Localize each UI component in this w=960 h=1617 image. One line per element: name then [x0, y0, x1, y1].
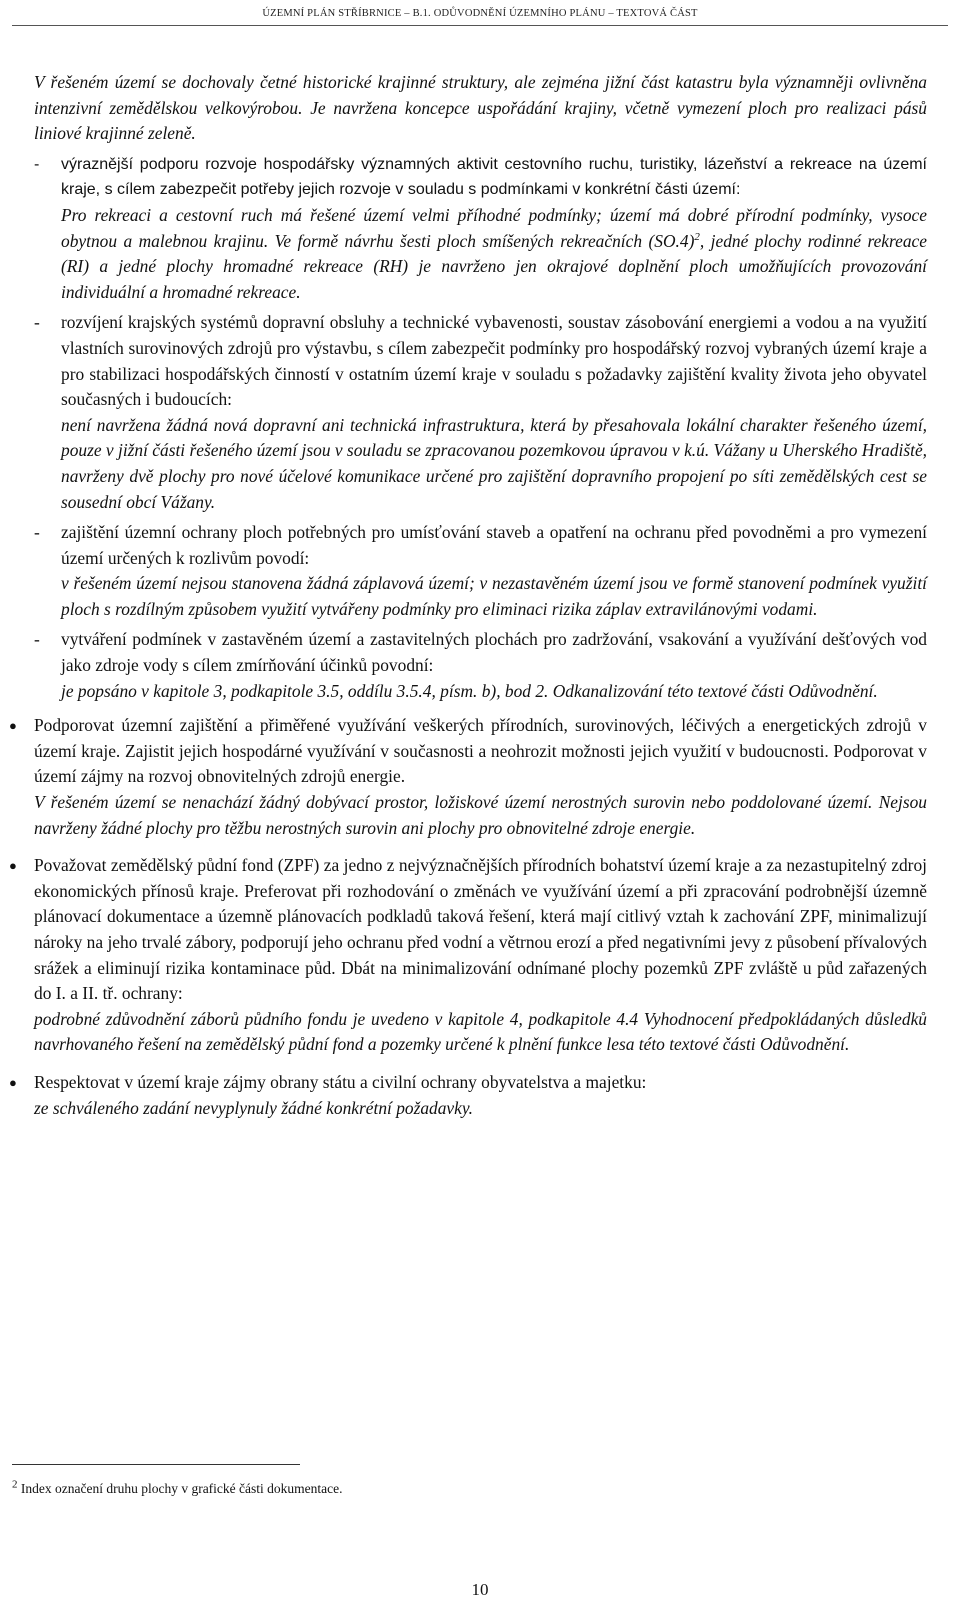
- dash-marker: -: [34, 629, 40, 650]
- dash-item-infrastructure: [34, 310, 927, 412]
- bullet-icon: ●: [9, 858, 17, 874]
- footnote-ref: 2: [694, 230, 700, 243]
- document-body: [9, 70, 928, 1121]
- intro-note: V řešeném území se dochovaly četné historické krajinné struktury, ale zejména jižní část katastru byla významněji ovlivněna intenzivní zemědělskou velkovýrobou. Je navržena koncepce uspořádání krajiny, včetně vymezení ploch pro realizaci pásů liniové krajinné zeleně.: [34, 72, 927, 144]
- bullet-item-note: V řešeném území se nenachází žádný dobývací prostor, ložiskové území nerostných surovin nebo poddolované území. Nejsou navrženy žádné plochy pro těžbu nerostných surovin ani plochy pro obnovitelné zdroje energie.: [34, 792, 927, 838]
- header-rule: [12, 25, 948, 26]
- bullet-icon: ●: [9, 718, 17, 734]
- dash-item-tourism: [34, 152, 927, 203]
- bullet-item-zpf: [9, 853, 927, 1058]
- bullet-item-resources: [9, 713, 927, 841]
- dash-marker: -: [34, 522, 40, 543]
- dash-item-text: vytváření podmínek v zastavěném území a zastavitelných plochách pro zadržování, vsakování a využívání dešťových vod jako zdroje vody s cílem zmírňování účinků povodní:: [61, 629, 927, 676]
- bullet-item-text: Podporovat územní zajištění a přiměřené využívání veškerých přírodních, surovinových, léčivých a energetických zdrojů v území kraje. Zajistit jejich hospodárné využívání v současnosti a neohrozit možnosti jejich využití v budoucnosti. Podporovat v území zájmy na rozvoj obnovitelných zdrojů energie.: [34, 715, 927, 787]
- dash-marker: -: [34, 312, 40, 333]
- dash-marker: -: [34, 155, 40, 173]
- dash-item-note: [34, 203, 927, 305]
- dash-item-flood-protection: [34, 520, 927, 571]
- footnote-rule: [12, 1464, 300, 1465]
- bullet-item-note: ze schváleného zadání nevyplynuly žádné konkrétní požadavky.: [34, 1097, 473, 1118]
- dash-item-note: není navržena žádná nová dopravní ani technická infrastruktura, která by přesahovala lokální charakter řešeného území, pouze v jižní části řešeného území jsou v souladu se zpracovanou pozemkovou úpravou v k.ú. Vážany u Uherského Hradiště, navrženy dvě plochy pro nové účelové komunikace určené pro zajištění dopravního propojení po síti zemědělských cest se sousední obcí Vážany.: [61, 414, 928, 512]
- footnote-mark: 2: [12, 1478, 18, 1491]
- bullet-item-note: podrobné zdůvodnění záborů půdního fondu je uvedeno v kapitole 4, podkapitole 4.4 Vyhodnocení předpokládaných důsledků navrhovaného řešení na zemědělský půdní fond a pozemky určené k plnění funkce lesa této textové části Odůvodnění.: [34, 1008, 927, 1055]
- page-number: 10: [471, 1580, 489, 1599]
- bullet-item-text: Respektovat v území kraje zájmy obrany státu a civilní ochrany obyvatelstva a majetku:: [34, 1071, 647, 1092]
- note-text: , jedné plochy rodinné rekreace (RI) a jedné plochy hromadné rekreace (RH) je navrženo jen okrajové doplnění ploch umožňujících provozování individuální a hromadné rekreace.: [61, 230, 927, 302]
- running-header: ÚZEMNÍ PLÁN STŘÍBRNICE – B.1. ODŮVODNĚNÍ ÚZEMNÍHO PLÁNU – TEXTOVÁ ČÁST: [262, 8, 698, 19]
- bullet-item-text: Považovat zemědělský půdní fond (ZPF) za jedno z nejvýznačnějších přírodních bohatství území kraje a za nezastupitelný zdroj ekonomických přínosů kraje. Preferovat při rozhodování o změnách ve využívání území a při zpracování podrobnější územně plánovací dokumentace a územně plánovacích podkladů taková řešení, která mají citlivý vztah k zachování ZPF, minimalizují nároky na jeho trvalé zábory, podporují jeho ochranu před vodní a větrnou erozí a před negativními jevy z působení přívalových srážek a eliminují rizika kontaminace půd. Dbát na minimalizování odnímané plochy pozemků ZPF zvláště u půd zařazených do I. a II. tř. ochrany:: [34, 855, 927, 1004]
- footnote: [12, 1480, 912, 1498]
- dash-item-note: je popsáno v kapitole 3, podkapitole 3.5, oddílu 3.5.4, písm. b), bod 2. Odkanalizování této textové části Odůvodnění.: [61, 680, 878, 701]
- dash-item-text: výraznější podporu rozvoje hospodářsky významných aktivit cestovního ruchu, turistiky, lázeňství a rekreace na území kraje, s cílem zabezpečit potřeby jejich rozvoje v souladu s podmínkami v konkrétní části území:: [61, 155, 927, 199]
- note-text: Pro rekreaci a cestovní ruch má řešené území velmi příhodné podmínky; území má dobré přírodní podmínky, vysoce obytnou a malebnou krajinu. Ve formě návrhu šesti ploch smíšených rekreačních (SO.4): [61, 204, 927, 251]
- dash-item-text: zajištění územní ochrany ploch potřebných pro umísťování staveb a opatření na ochranu před povodněmi a pro vymezení území určených k rozlivům povodí:: [61, 522, 927, 568]
- dash-item-text: rozvíjení krajských systémů dopravní obsluhy a technické vybavenosti, soustav zásobování energiemi a vodou a na využití vlastních surovinových zdrojů pro výstavbu, s cílem zabezpečit podmínky pro hospodářský rozvoj vybraných území kraje a pro stabilizaci hospodářských činností v ostatním území kraje v souladu s požadavky zajištění kvality života jeho obyvatel současných i budoucích:: [61, 312, 927, 410]
- footnote-text: Index označení druhu plochy v grafické části dokumentace.: [20, 1481, 343, 1496]
- bullet-item-defense: [9, 1070, 927, 1121]
- dash-item-rainwater: [34, 627, 927, 678]
- dash-item-note: v řešeném území nejsou stanovena žádná záplavová území; v nezastavěném území jsou ve formě stanovení podmínek využití ploch s rozdílným způsobem využití vytvářeny podmínky pro eliminaci rizika záplav extravilánovými vodami.: [61, 573, 927, 619]
- bullet-icon: ●: [9, 1074, 17, 1090]
